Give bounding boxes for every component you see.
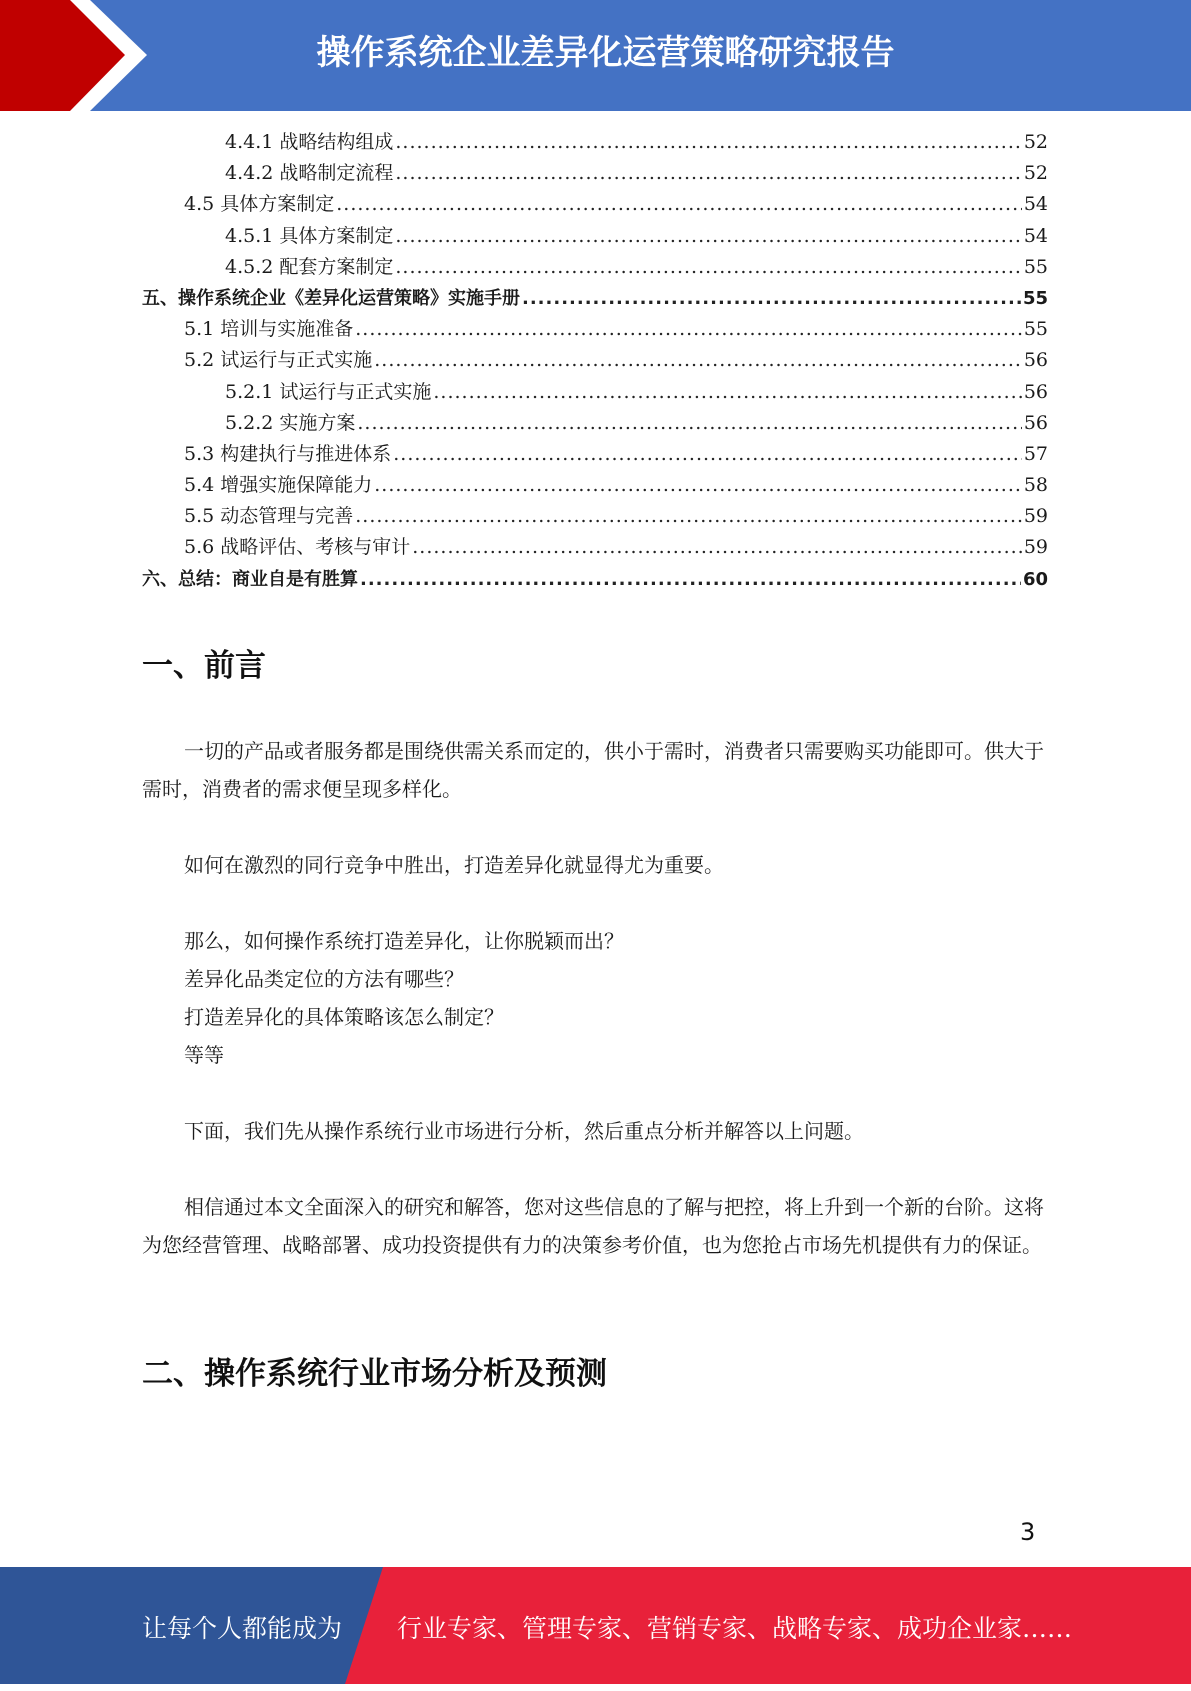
toc-dot-leader — [355, 314, 1022, 345]
toc-entry[interactable] — [142, 283, 1048, 314]
toc-entry[interactable] — [142, 470, 1048, 501]
toc-entry-page: 59 — [1023, 505, 1048, 528]
toc-entry-page: 58 — [1023, 474, 1048, 497]
section-heading-market-analysis: 二、操作系统行业市场分析及预测 — [142, 1356, 607, 1392]
toc-dot-leader — [374, 470, 1022, 501]
toc-dot-leader — [336, 189, 1022, 220]
toc-entry-label: 5.4 增强实施保障能力 — [184, 474, 373, 497]
toc-entry-page: 55 — [1023, 318, 1048, 341]
toc-entry[interactable] — [142, 158, 1048, 189]
toc-entry[interactable] — [142, 189, 1048, 220]
toc-entry-page: 54 — [1023, 193, 1048, 216]
footer-slogan-left: 让每个人都能成为 — [142, 1614, 343, 1643]
toc-entry-label: 六、总结：商业自是有胜算 — [142, 568, 358, 590]
paragraph: 相信通过本文全面深入的研究和解答，您对这些信息的了解与把控，将上升到一个新的台阶。这将为您经营管理、战略部署、成功投资提供有力的决策参考价值，也为您抢占市场先机提供有力的保证。 — [142, 1195, 1044, 1257]
toc-entry-label: 4.4.1 战略结构组成 — [225, 131, 394, 153]
toc-entry[interactable] — [142, 345, 1048, 376]
paragraph: 下面，我们先从操作系统行业市场进行分析，然后重点分析并解答以上问题。 — [184, 1119, 864, 1143]
toc-entry-label: 4.5.1 具体方案制定 — [225, 224, 394, 247]
table-of-contents — [142, 127, 1048, 595]
paragraph: 如何在激烈的同行竞争中胜出，打造差异化就显得尤为重要。 — [184, 853, 724, 877]
report-title: 操作系统企业差异化运营策略研究报告 — [316, 33, 895, 73]
paragraph: 差异化品类定位的方法有哪些？ — [184, 967, 464, 991]
toc-entry-label: 4.4.2 战略制定流程 — [225, 162, 394, 185]
section-heading-preface: 一、前言 — [142, 648, 266, 684]
toc-dot-leader — [357, 408, 1021, 439]
toc-entry-page: 52 — [1023, 162, 1048, 185]
toc-dot-leader — [412, 532, 1022, 563]
toc-entry-label: 4.5 具体方案制定 — [184, 193, 335, 216]
toc-dot-leader — [360, 564, 1021, 595]
page-header — [0, 0, 1191, 111]
paragraph: 那么，如何操作系统打造差异化，让你脱颖而出？ — [184, 929, 624, 953]
toc-entry-label: 5.2 试运行与正式实施 — [184, 349, 373, 372]
toc-entry[interactable] — [142, 252, 1048, 283]
toc-entry-label: 5.3 构建执行与推进体系 — [184, 442, 392, 465]
footer-slogan-right: 行业专家、管理专家、营销专家、战略专家、成功企业家…… — [397, 1614, 1073, 1643]
toc-entry-page: 60 — [1022, 568, 1048, 590]
paragraph: 打造差异化的具体策略该怎么制定？ — [184, 1005, 504, 1029]
toc-entry-label: 5.2.2 实施方案 — [225, 411, 356, 434]
toc-entry-page: 55 — [1023, 255, 1048, 278]
page-footer — [0, 1567, 1191, 1684]
toc-entry-label: 4.5.2 配套方案制定 — [225, 255, 394, 278]
toc-dot-leader — [355, 501, 1022, 532]
toc-entry-label: 5.2.1 试运行与正式实施 — [225, 380, 432, 403]
toc-dot-leader — [522, 283, 1021, 314]
toc-dot-leader — [374, 345, 1022, 376]
paragraph: 一切的产品或者服务都是围绕供需关系而定的，供小于需时，消费者只需要购买功能即可。供大于需时，消费者的需求便呈现多样化。 — [142, 739, 1044, 801]
toc-dot-leader — [395, 252, 1021, 283]
toc-entry-label: 五、操作系统企业《差异化运营策略》实施手册 — [142, 287, 520, 309]
toc-entry-page: 56 — [1023, 380, 1048, 403]
toc-entry[interactable] — [142, 127, 1048, 158]
toc-entry-page: 52 — [1023, 131, 1048, 153]
page-number: 3 — [1020, 1518, 1036, 1546]
toc-entry-page: 55 — [1022, 287, 1048, 309]
toc-dot-leader — [395, 158, 1021, 189]
toc-dot-leader — [395, 127, 1021, 158]
toc-entry[interactable] — [142, 408, 1048, 439]
toc-entry[interactable] — [142, 439, 1048, 470]
toc-entry[interactable] — [142, 377, 1048, 408]
toc-entry-page: 54 — [1023, 224, 1048, 247]
toc-entry-label: 5.5 动态管理与完善 — [184, 505, 354, 528]
toc-entry-page: 56 — [1023, 411, 1048, 434]
toc-entry[interactable] — [142, 532, 1048, 563]
toc-dot-leader — [395, 221, 1021, 252]
paragraph: 等等 — [184, 1043, 224, 1067]
toc-entry[interactable] — [142, 564, 1048, 595]
toc-entry[interactable] — [142, 501, 1048, 532]
toc-entry[interactable] — [142, 221, 1048, 252]
toc-dot-leader — [393, 439, 1022, 470]
toc-entry-label: 5.1 培训与实施准备 — [184, 318, 354, 341]
toc-entry-label: 5.6 战略评估、考核与审计 — [184, 536, 411, 559]
toc-entry-page: 56 — [1023, 349, 1048, 372]
toc-entry[interactable] — [142, 314, 1048, 345]
toc-entry-page: 57 — [1023, 442, 1048, 465]
header-arrow-decoration — [0, 0, 160, 111]
toc-dot-leader — [433, 377, 1021, 408]
toc-entry-page: 59 — [1023, 536, 1048, 559]
